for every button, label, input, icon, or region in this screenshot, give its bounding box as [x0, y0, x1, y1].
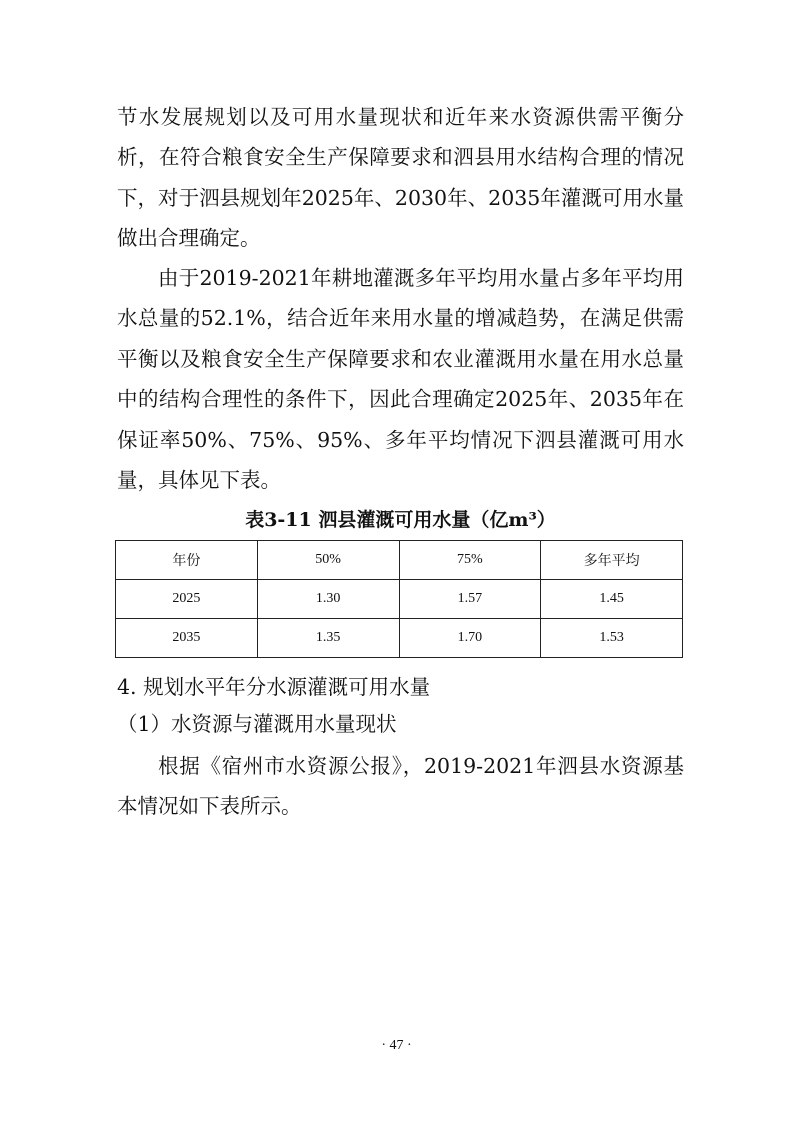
header-cell-average: 多年平均 [541, 541, 683, 580]
paragraph-planning-basis: 节水发展规划以及可用水量现状和近年来水资源供需平衡分析，在符合粮食安全生产保障要求和泗县用水结构合理的情况下，对于泗县规划年2025年、2030年、2035年灌溉可用水量做出合理确定。 [117, 105, 684, 251]
irrigation-water-table [115, 540, 683, 658]
paragraph-water-bulletin: 根据《宿州市水资源公报》，2019-2021年泗县水资源基本情况如下表所示。 [117, 754, 684, 819]
table-cell: 1.53 [541, 619, 683, 658]
table-cell: 2035 [116, 619, 258, 658]
paragraph-irrigation-ratio: 由于2019-2021年耕地灌溉多年平均用水量占多年平均用水总量的52.1%，结合近年来用水量的增减趋势，在满足供需平衡以及粮食安全生产保障要求和农业灌溉用水量在用水总量中的结构合理性的条件下，因此合理确定2025年、2035年在保证率50%、75%、95%、多年平均情况下泗县灌溉可用水量，具体见下表。 [117, 266, 684, 493]
subheading-water-status: （1）水资源与灌溉用水量现状 [117, 712, 397, 736]
table-cell: 1.30 [257, 580, 399, 619]
header-cell-50: 50% [257, 541, 399, 580]
table-header-row [116, 541, 683, 580]
table-cell: 1.70 [399, 619, 541, 658]
table-cell: 1.45 [541, 580, 683, 619]
table-row [116, 619, 683, 658]
table-caption: 表3-11 泗县灌溉可用水量（亿m³） [245, 509, 556, 531]
section-heading-4: 4. 规划水平年分水源灌溉可用水量 [117, 675, 431, 699]
page-number: · 47 · [381, 1038, 412, 1053]
table-cell: 1.57 [399, 580, 541, 619]
header-cell-year: 年份 [116, 541, 258, 580]
table-cell: 1.35 [257, 619, 399, 658]
table-row [116, 580, 683, 619]
header-cell-75: 75% [399, 541, 541, 580]
table-cell: 2025 [116, 580, 258, 619]
